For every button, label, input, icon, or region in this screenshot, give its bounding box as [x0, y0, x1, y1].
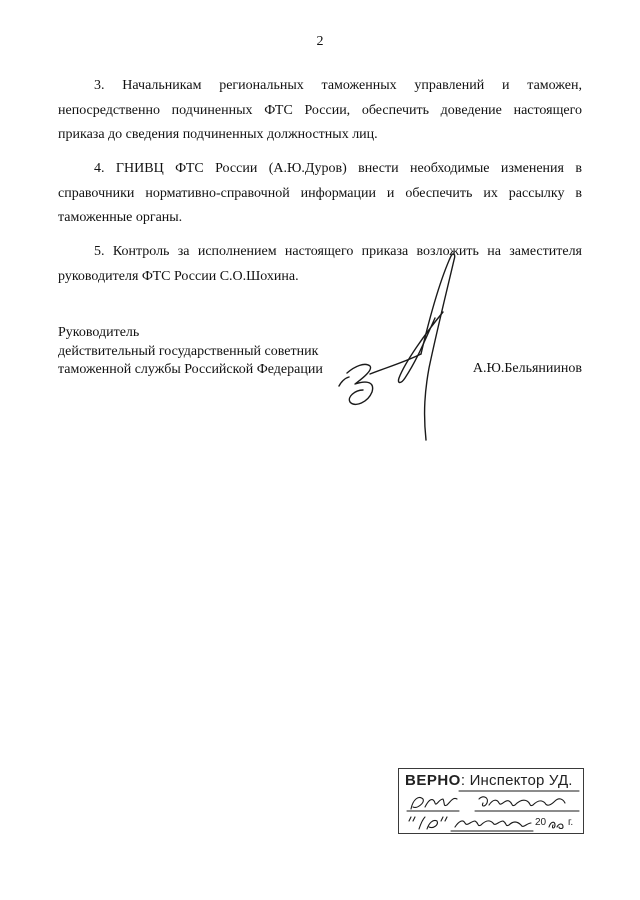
signer-title-line-3: таможенной службы Российской Федерации — [58, 362, 323, 377]
stamp-year-suffix: г. — [568, 817, 574, 828]
signer-name: А.Ю.Бельяниинов — [472, 361, 582, 376]
signature-block — [58, 324, 323, 380]
paragraph-5: 5. Контроль за исполнением настоящего приказа возложить на заместителя руководителя ФТС России С.О.Шохина. — [58, 244, 582, 284]
certification-stamp — [398, 768, 584, 834]
stamp-inspector: : Инспектор УД. — [460, 772, 573, 789]
handwritten-signature — [325, 250, 465, 445]
page-number: 2 — [316, 34, 324, 49]
document-body — [58, 74, 582, 299]
stamp-verno: ВЕРНО — [405, 772, 461, 789]
signer-title-line-2: действительный государственный советник — [58, 343, 319, 359]
stamp-year-prefix: 20 — [535, 817, 547, 828]
paragraph-3: 3. Начальникам региональных таможенных управлений и таможен, непосредственно подчиненных ФТС России, обеспечить доведение настоящего приказа до сведения подчиненных должностных лиц. — [58, 78, 582, 142]
signer-title-line-1: Руководитель — [58, 325, 140, 340]
stamp-handwriting — [399, 769, 585, 835]
paragraph-4: 4. ГНИВЦ ФТС России (А.Ю.Дуров) внести необходимые изменения в справочники нормативно-справочной информации и обеспечить их рассылку в таможенные органы. — [58, 161, 582, 225]
